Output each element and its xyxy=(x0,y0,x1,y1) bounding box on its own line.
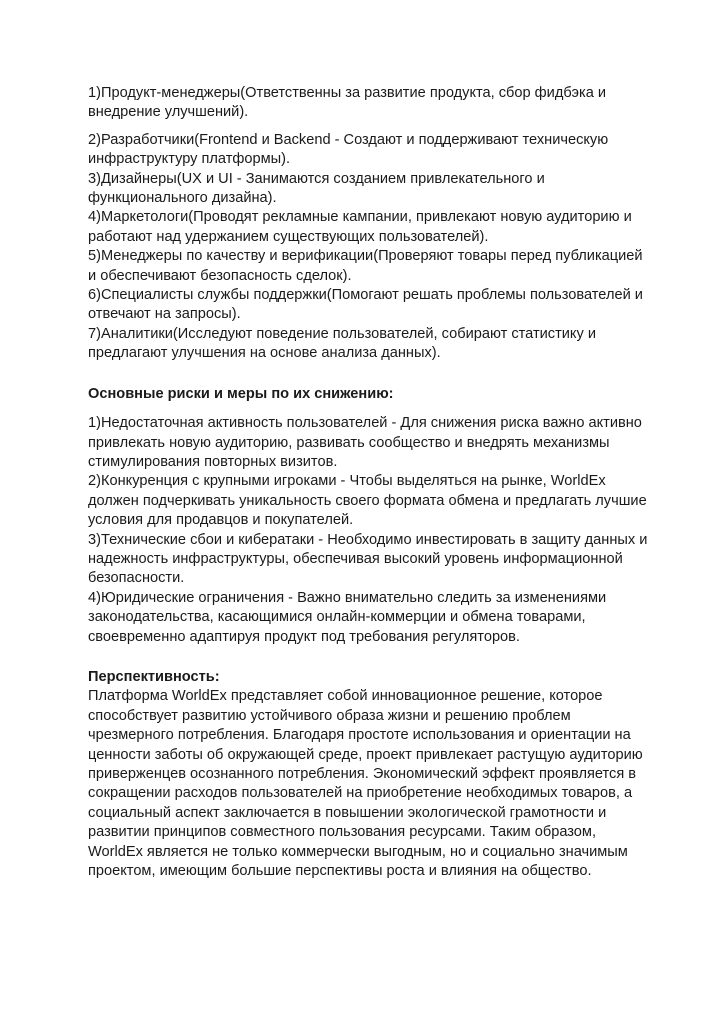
item-number: 4) xyxy=(88,589,101,606)
item-number: 3) xyxy=(88,531,101,548)
document-page xyxy=(88,84,648,881)
list-item xyxy=(88,325,648,364)
item-number: 3) xyxy=(88,170,101,187)
risks-list xyxy=(88,414,648,647)
item-text: Менеджеры по качеству и верификации(Проверяют товары перед публикацией и обеспечивают безопасность сделок). xyxy=(88,248,643,284)
list-item xyxy=(88,208,648,247)
list-item xyxy=(88,247,648,286)
item-text: Дизайнеры(UX и UI - Занимаются созданием привлекательного и функционального дизайна). xyxy=(88,170,545,207)
item-text: Конкуренция с крупными игроками - Чтобы выделяться на рынке, WorldEx должен подчеркивать уникальность своего формата обмена и предлагать лучшие условия для продавцов и покупателей. xyxy=(88,473,647,529)
item-number: 1) xyxy=(88,415,101,432)
roles-list xyxy=(88,84,648,364)
item-text: Технические сбои и кибератаки - Необходимо инвестировать в защиту данных и надежность инфраструктуры, обеспечивая высокий уровень информационной безопасности. xyxy=(88,531,648,587)
list-item xyxy=(88,531,648,589)
item-number: 6) xyxy=(88,287,101,304)
list-item xyxy=(88,472,648,530)
list-item xyxy=(88,170,648,209)
item-text: Аналитики(Исследуют поведение пользователей, собирают статистику и предлагают улучшения на основе анализа данных). xyxy=(88,325,596,362)
risks-heading: Основные риски и меры по их снижению: xyxy=(88,385,394,402)
item-text: Разработчики(Frontend и Backend - Создают и поддерживают техническую инфраструктуру платформы). xyxy=(88,131,609,168)
item-number: 2) xyxy=(88,473,101,490)
item-number: 5) xyxy=(88,248,101,265)
item-number: 7) xyxy=(88,325,101,342)
prospects-heading: Перспективность: xyxy=(88,668,220,685)
item-text: Юридические ограничения - Важно внимательно следить за изменениями законодательства, касающимися онлайн-коммерции и обмена товарами, своевременно адаптируя продукт под требования регуляторов. xyxy=(88,589,607,645)
item-number: 1) xyxy=(88,85,101,101)
list-item xyxy=(88,286,648,325)
item-text: Продукт-менеджеры(Ответственны за развитие продукта, сбор фидбэка и внедрение улучшений). xyxy=(88,85,607,121)
prospects-paragraph: Платформа WorldEx представляет собой инновационное решение, которое способствует развитию устойчивого образа жизни и решению проблем чрезмерного потребления. Благодаря простоте использования и ориентации на ценности заботы об окружающей среде, проект привлекает растущую аудиторию приверженцев осознанного потребления. Экономический эффект проявляется в сокращении расходов пользователей на приобретение необходимых товаров, а социальный аспект заключается в повышении экологической грамотности и развитии принципов совместного пользования ресурсами. Таким образом, WorldEx является не только коммерчески выгодным, но и социально значимым проектом, имеющим большие перспективы роста и влияния на общество. xyxy=(88,688,643,880)
item-text: Недостаточная активность пользователей - Для снижения риска важно активно привлекать новую аудиторию, развивать сообщество и внедрять механизмы стимулирования повторных визитов. xyxy=(88,415,642,470)
item-text: Маркетологи(Проводят рекламные кампании, привлекают новую аудиторию и работают над удержанием существующих пользователей). xyxy=(88,209,632,245)
list-item xyxy=(88,84,648,123)
list-item xyxy=(88,131,648,170)
list-item xyxy=(88,589,648,647)
item-number: 2) xyxy=(88,131,101,148)
item-number: 4) xyxy=(88,209,101,226)
list-item xyxy=(88,414,648,472)
item-text: Специалисты службы поддержки(Помогают решать проблемы пользователей и отвечают на запросы). xyxy=(88,287,643,323)
